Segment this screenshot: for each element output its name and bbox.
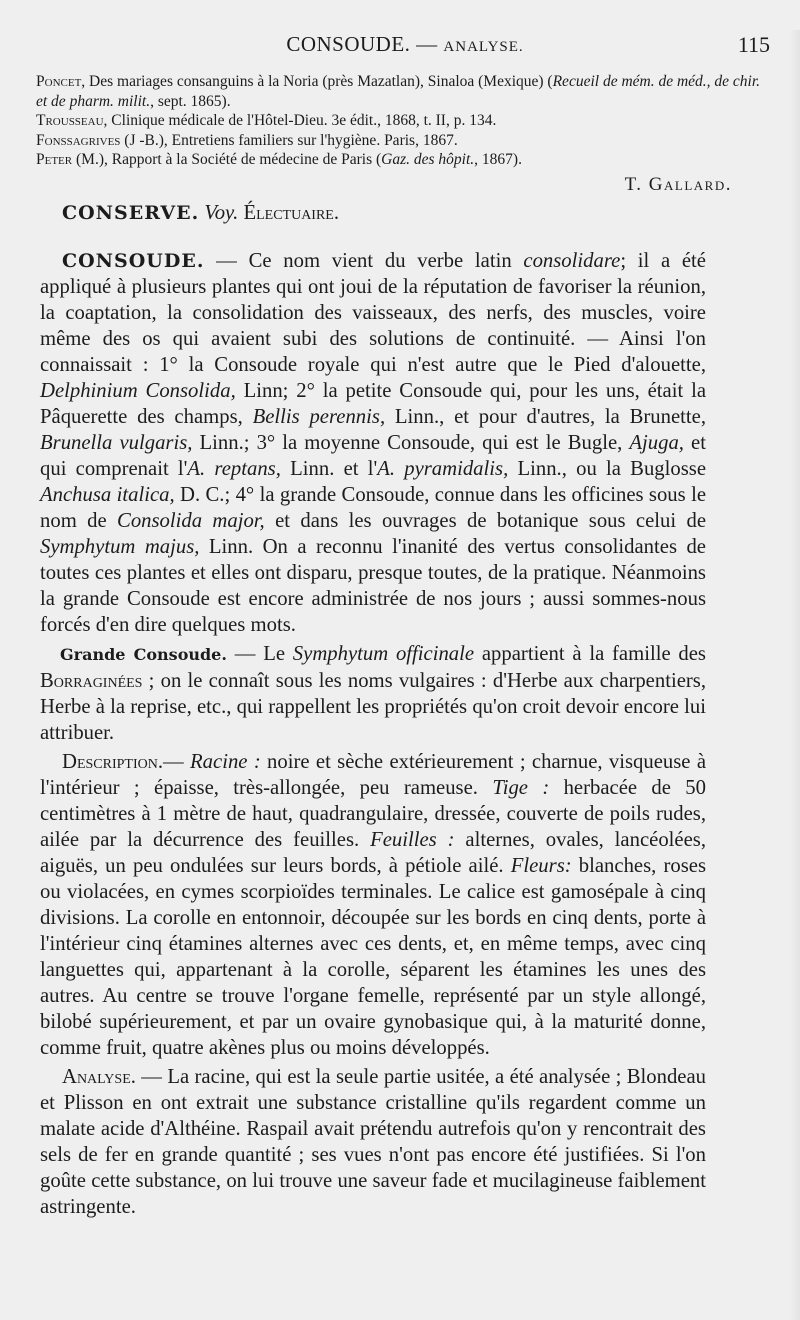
text: — — [163, 751, 191, 773]
ref-text: (M.), Rapport à la Société de médecine de Paris ( — [72, 151, 382, 168]
species-name: Ajuga, — [629, 432, 684, 454]
running-title-main: CONSOUDE. — [286, 32, 411, 56]
grande-consoude-heading: Grande Consoude. — [60, 645, 227, 664]
species-name: Bellis perennis, — [252, 406, 386, 428]
species-name: Brunella vulgaris, — [40, 432, 193, 454]
conserve-entry — [40, 200, 706, 226]
reference-peter — [36, 150, 772, 170]
text: Linn. et l' — [280, 458, 378, 480]
ref-tail: , 1867). — [474, 151, 522, 168]
species-name: A. reptans, — [187, 458, 281, 480]
reference-trousseau — [36, 111, 772, 131]
ref-tail: , sept. 1865). — [150, 92, 231, 110]
running-title — [40, 32, 770, 57]
reference-poncet — [36, 72, 772, 111]
text: appartient à la famille des — [474, 643, 706, 665]
cross-reference: Électuaire. — [243, 202, 340, 224]
text: alternes, ovales, lancéolées, aiguës, un peu ondulées sur leurs bords, à pétiole ailé. — [40, 829, 706, 877]
grande-consoude-paragraph — [40, 641, 706, 746]
text: blanches, roses ou violacées, en cymes scorpioïdes terminales. Le calice est gamosépale à cinq divisions. La corolle en entonnoir, découpée sur les bords en cinq dents, porte à l'intérieur cinq étamines alternes avec ces dents, et, en même temps, avec cinq languettes qui, appartenant à la corolle, séparent les étamines les unes des autres. Au centre se trouve l'organe femelle, représenté par un style allongé, bilobé supérieurement, et par un ovaire gynobasique qui, à la maturité donne, comme fruit, quatre akènes plus ou moins développés. — [40, 855, 706, 1059]
reference-fonssagrives — [36, 131, 772, 151]
term: Tige : — [492, 777, 550, 799]
running-title-sub: ANALYSE. — [443, 39, 524, 55]
species-name: A. pyramidalis, — [377, 458, 509, 480]
species-name: Anchusa italica, — [40, 484, 175, 506]
text: Linn., et pour d'autres, la Brunette, — [385, 406, 707, 428]
ref-source: Gaz. des hôpit. — [381, 151, 475, 168]
description-paragraph — [40, 749, 706, 1061]
species-name: Symphytum majus, — [40, 536, 200, 558]
text: ; on le connaît sous les noms vulgaires : d'Herbe aux charpentiers, Herbe à la reprise, etc., qui rappellent les propriétés qu'on croit devoir encore lui attribuer. — [40, 670, 706, 744]
text: D. C.; 4° la grande Consoude, connue dans les officines sous le nom de — [40, 484, 706, 532]
term: Racine : — [190, 751, 261, 773]
consoude-heading: CONSOUDE. — [62, 250, 205, 272]
text-italic: consolidare — [523, 250, 621, 272]
running-header — [40, 32, 770, 62]
text: herbacée de 50 centimètres à 1 mètre de haut, quadrangulaire, dressée, couverte de poils rudes, ailée par la décurrence des feuilles. — [40, 777, 706, 851]
analyse-paragraph — [40, 1064, 706, 1220]
term: Feuilles : — [370, 829, 455, 851]
text: Linn; 2° la petite Consoude qui, pour les uns, était la Pâquerette des champs, — [40, 380, 706, 428]
voy-label: Voy. — [204, 202, 239, 224]
analyse-heading: Analyse. — [62, 1066, 136, 1088]
ref-text: Clinique médicale de l'Hôtel-Dieu. 3e édit., 1868, t. II, p. 134. — [107, 112, 497, 129]
text: Linn., ou la Buglosse — [508, 458, 707, 480]
text: Linn. On a reconnu l'inanité des vertus consolidantes de toutes ces plantes et elles ont disparu, presque toutes, de la pratique. Néanmoins la grande Consoude est encore administrée de nos jours ; aussi sommes-nous forcés d'en dire quelques mots. — [40, 536, 706, 636]
facing-page-shadow — [790, 30, 800, 1320]
text: noire et sèche extérieurement ; charnue, visqueuse à l'intérieur ; épaisse, très-allongée, peu rameuse. — [40, 751, 707, 799]
term: Fleurs: — [510, 855, 572, 877]
ref-author: Poncet, — [36, 73, 86, 90]
ref-author: Fonssagrives — [36, 131, 121, 149]
text: — Ce nom vient du verbe latin — [204, 250, 524, 272]
bibliography — [36, 72, 772, 194]
conserve-heading: CONSERVE. — [62, 202, 200, 224]
ref-text: (J -B.), Entretiens familiers sur l'hygiène. Paris, 1867. — [120, 131, 458, 149]
text: — Le — [226, 643, 293, 665]
text: et qui comprenait l' — [40, 432, 706, 480]
description-heading: Description. — [62, 751, 164, 773]
text: — La racine, qui est la seule partie usitée, a été analysée ; Blondeau et Plisson en ont extrait une substance cristalline qu'ils regardent comme un malate acide d'Althéine. Raspail avait prétendu autrefois qu'on y rencontrait des sels de fer en grande quantité ; ses vues n'ont pas encore été justifiées. Si l'on goûte cette substance, on lui trouve une saveur fade et mucilagineuse faiblement astringente. — [40, 1066, 706, 1218]
family-name: Borraginées — [40, 670, 143, 692]
ref-author: Peter — [36, 151, 73, 168]
ref-source: Recueil de mém. de méd., de chir. et de pharm. milit. — [36, 73, 761, 110]
article-body — [40, 200, 706, 1220]
consoude-paragraph — [40, 248, 706, 638]
species-name: Delphinium Consolida, — [40, 380, 236, 402]
ref-author: Trousseau, — [36, 112, 108, 129]
species-name: Consolida major, — [117, 510, 265, 532]
text: ; il a été appliqué à plusieurs plantes qui ont joui de la réputation de favoriser la réunion, la coaptation, la consolidation des vaisseaux, des nerfs, des muscles, voire même des os qui avaient subi des solutions de continuité. — Ainsi l'on connaissait : 1° la Consoude royale qui n'est autre que le Pied d'alouette, — [40, 250, 706, 376]
text: et dans les ouvrages de botanique sous celui de — [264, 510, 706, 532]
page-number: 115 — [737, 32, 770, 57]
ref-text: Des mariages consanguins à la Noria (près Mazatlan), Sinaloa (Mexique) ( — [85, 73, 553, 90]
species-name: Symphytum officinale — [292, 643, 475, 665]
running-title-dash: — — [410, 32, 444, 56]
signature: T. Gallard. — [624, 173, 732, 195]
text: Linn.; 3° la moyenne Consoude, qui est le Bugle, — [192, 432, 630, 454]
